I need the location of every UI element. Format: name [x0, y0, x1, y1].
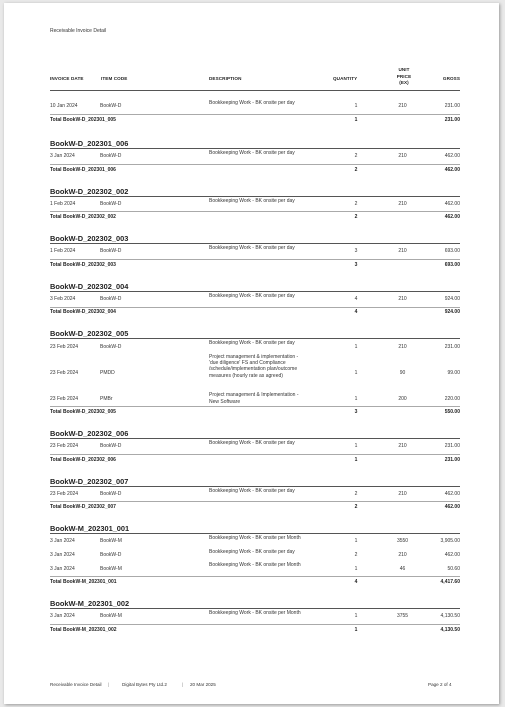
group-divider	[50, 243, 460, 244]
row-invoice-date: 3 Jan 2024	[50, 613, 75, 620]
row-quantity: 2	[354, 200, 358, 207]
group-total-label: Total BookW-D_202302_002	[50, 214, 116, 221]
group-total-label: Total BookW-D_202302_007	[50, 504, 116, 511]
row-invoice-date: 23 Feb 2024	[50, 443, 79, 450]
report-title: Receivable Invoice Detail	[50, 28, 107, 34]
col-header-item-code: ITEM CODE	[101, 76, 128, 81]
row-unit-price: 210	[398, 443, 407, 450]
row-quantity: 2	[354, 490, 358, 497]
row-item-code: BookW-D	[100, 103, 122, 110]
footer-page-number: Page 2 of 4	[428, 682, 452, 687]
row-unit-price: 210	[398, 551, 407, 558]
group-divider	[50, 486, 460, 487]
col-header-description: DESCRIPTION	[209, 76, 242, 81]
group-divider	[50, 148, 460, 149]
row-unit-price: 210	[398, 153, 407, 160]
row-unit-price: 210	[398, 490, 407, 497]
group-title: BookW-D_202302_005	[50, 329, 129, 339]
row-unit-price: 210	[398, 343, 407, 350]
footer-report-name: Receivable Invoice Detail	[50, 682, 102, 687]
row-unit-price: 210	[398, 200, 407, 207]
group-total-gross: 550.00	[444, 408, 460, 415]
row-description: Bookkeeping Work - BK onsite per day	[209, 487, 295, 494]
row-invoice-date: 3 Feb 2024	[50, 295, 76, 302]
row-invoice-date: 23 Feb 2024	[50, 343, 79, 350]
group-total-quantity: 4	[354, 578, 358, 585]
group-total-quantity: 1	[354, 626, 358, 633]
row-description: Bookkeeping Work - BK onsite per day	[209, 245, 295, 252]
group-total-label: Total BookW-M_202301_002	[50, 626, 117, 633]
group-total-gross: 4,130.50	[440, 626, 460, 633]
row-invoice-date: 10 Jan 2024	[50, 103, 78, 110]
group-divider	[50, 338, 460, 339]
group-total-gross: 462.00	[444, 214, 460, 221]
row-description: Bookkeeping Work - BK onsite per Month	[209, 610, 301, 616]
group-title: BookW-D_202302_006	[50, 429, 129, 438]
row-gross: 693.00	[444, 248, 460, 255]
group-title: BookW-D_202302_007	[50, 476, 129, 486]
row-description: Bookkeeping Work - BK onsite per day	[209, 548, 295, 555]
group-title: BookW-D_202302_002	[50, 186, 129, 196]
row-unit-price: 210	[398, 248, 407, 255]
row-invoice-date: 1 Feb 2024	[50, 200, 76, 207]
row-quantity: 1	[354, 343, 358, 350]
row-item-code: BookW-D	[100, 295, 122, 302]
row-quantity: 1	[354, 538, 358, 545]
group-total-label: Total BookW-D_202301_005	[50, 117, 116, 124]
row-divider	[50, 624, 460, 625]
row-invoice-date: 23 Feb 2024	[50, 369, 79, 376]
row-invoice-date: 3 Jan 2024	[50, 153, 75, 160]
row-unit-price: 3755	[396, 613, 409, 620]
group-total-gross: 462.00	[444, 504, 460, 511]
col-header-invoice-date: INVOICE DATE	[50, 76, 84, 81]
group-total-gross: 231.00	[444, 456, 460, 463]
row-unit-price: 210	[398, 103, 407, 110]
group-title: BookW-M_202301_002	[50, 599, 130, 608]
row-invoice-date: 3 Jan 2024	[50, 538, 75, 545]
row-gross: 3,905.00	[440, 538, 460, 545]
footer-date: 20 Mar 2025	[190, 682, 216, 687]
row-divider	[50, 307, 460, 308]
row-gross: 462.00	[444, 551, 460, 558]
row-quantity: 1	[354, 369, 358, 376]
row-divider	[50, 259, 460, 260]
col-header-gross: GROSS	[442, 76, 460, 81]
row-invoice-date: 23 Feb 2024	[50, 395, 79, 402]
group-total-quantity: 4	[354, 309, 358, 316]
row-item-code: BookW-D	[100, 343, 122, 350]
row-item-code: BookW-D	[100, 551, 122, 558]
row-gross: 924.00	[444, 295, 460, 302]
group-title: BookW-D_202302_004	[50, 281, 129, 291]
group-total-gross: 924.00	[444, 309, 460, 316]
row-invoice-date: 3 Jan 2024	[50, 565, 75, 572]
row-quantity: 1	[354, 443, 358, 450]
row-gross: 462.00	[444, 200, 460, 207]
row-description: Bookkeeping Work - BK onsite per day	[209, 150, 295, 156]
report-page	[4, 3, 499, 704]
group-total-quantity: 1	[354, 456, 358, 463]
group-divider	[50, 196, 460, 197]
row-invoice-date: 1 Feb 2024	[50, 248, 76, 255]
row-description: Bookkeeping Work - BK onsite per Month	[209, 562, 301, 569]
row-gross: 4,130.50	[440, 613, 460, 620]
row-gross: 462.00	[444, 490, 460, 497]
group-divider	[50, 291, 460, 292]
row-gross: 50.60	[447, 565, 460, 572]
row-item-code: BookW-M	[100, 565, 122, 572]
footer-separator-2: |	[182, 682, 184, 687]
row-item-code: PMDD	[100, 369, 115, 376]
group-total-gross: 462.00	[444, 166, 460, 173]
row-invoice-date: 23 Feb 2024	[50, 490, 79, 497]
row-quantity: 1	[354, 613, 358, 620]
group-divider	[50, 533, 460, 534]
group-title: BookW-D_202301_006	[50, 139, 129, 148]
group-divider	[50, 608, 460, 609]
row-invoice-date: 3 Jan 2024	[50, 551, 75, 558]
row-unit-price: 3550	[396, 538, 409, 545]
col-header-unit-price: UNIT PRICE (EX)	[396, 67, 412, 85]
group-total-quantity: 1	[354, 117, 358, 124]
row-description: Project management & implementation - 'due diligence' FS and Compliance /schedule/implementation plan/outcome measures (hourly rate as agreed)	[209, 353, 299, 379]
group-divider	[50, 438, 460, 439]
row-item-code: BookW-D	[100, 248, 122, 255]
row-quantity: 1	[354, 395, 358, 402]
group-total-quantity: 2	[354, 166, 358, 173]
row-divider	[50, 576, 460, 577]
row-gross: 99.00	[447, 369, 460, 376]
row-item-code: BookW-D	[100, 153, 122, 160]
row-description: Bookkeeping Work - BK onsite per day	[209, 340, 295, 347]
group-total-label: Total BookW-D_202302_004	[50, 309, 116, 316]
row-gross: 462.00	[444, 153, 460, 160]
row-description: Project management & Implementation - New Software	[209, 392, 299, 405]
row-divider	[50, 406, 460, 407]
row-divider	[50, 211, 460, 212]
footer-separator-1: |	[108, 682, 110, 687]
row-unit-price: 46	[399, 565, 406, 572]
row-quantity: 2	[354, 153, 358, 160]
group-total-gross: 693.00	[444, 261, 460, 268]
row-unit-price: 200	[398, 395, 407, 402]
row-quantity: 1	[354, 103, 358, 110]
row-quantity: 1	[354, 565, 358, 572]
row-gross: 220.00	[444, 395, 460, 402]
row-description: Bookkeeping Work - BK onsite per day	[209, 440, 295, 446]
row-item-code: BookW-M	[100, 613, 122, 620]
row-gross: 231.00	[444, 343, 460, 350]
row-gross: 231.00	[444, 103, 460, 110]
row-description: Bookkeeping Work - BK onsite per day	[209, 197, 295, 204]
group-total-quantity: 2	[354, 214, 358, 221]
row-divider	[50, 114, 460, 115]
row-item-code: BookW-M	[100, 538, 122, 545]
row-divider	[50, 164, 460, 165]
row-gross: 231.00	[444, 443, 460, 450]
group-total-quantity: 3	[354, 408, 358, 415]
row-divider	[50, 454, 460, 455]
col-header-quantity: QUANTITY	[333, 76, 358, 81]
row-unit-price: 90	[399, 369, 406, 376]
group-total-label: Total BookW-M_202301_001	[50, 578, 117, 585]
group-total-label: Total BookW-D_202301_006	[50, 166, 116, 173]
row-item-code: PMBr	[100, 395, 113, 402]
row-description: Bookkeeping Work - BK onsite per day	[209, 100, 295, 106]
group-title: BookW-D_202302_003	[50, 234, 129, 244]
group-total-gross: 4,417.60	[440, 578, 460, 585]
group-total-label: Total BookW-D_202302_006	[50, 456, 116, 463]
header-divider	[50, 90, 460, 91]
group-total-label: Total BookW-D_202302_005	[50, 408, 116, 415]
group-total-gross: 231.00	[444, 117, 460, 124]
group-total-quantity: 3	[354, 261, 358, 268]
row-description: Bookkeeping Work - BK onsite per Month	[209, 535, 301, 542]
row-item-code: BookW-D	[100, 490, 122, 497]
row-unit-price: 210	[398, 295, 407, 302]
group-total-label: Total BookW-D_202302_003	[50, 261, 116, 268]
row-quantity: 2	[354, 551, 358, 558]
footer-company: Digital Bytes Pty Ltd.2	[122, 682, 167, 687]
row-item-code: BookW-D	[100, 443, 122, 450]
row-item-code: BookW-D	[100, 200, 122, 207]
group-title: BookW-M_202301_001	[50, 524, 130, 534]
row-quantity: 3	[354, 248, 358, 255]
row-quantity: 4	[354, 295, 358, 302]
row-divider	[50, 501, 460, 502]
row-description: Bookkeeping Work - BK onsite per day	[209, 292, 295, 299]
group-total-quantity: 2	[354, 504, 358, 511]
